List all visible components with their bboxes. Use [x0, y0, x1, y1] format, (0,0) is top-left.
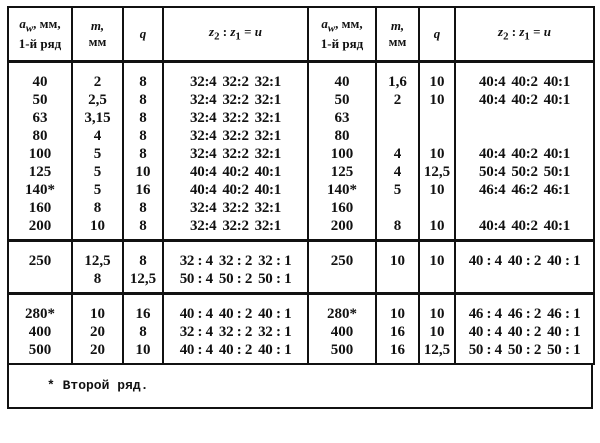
cell-q-right [419, 199, 455, 217]
ratio-value: 40 : 4 [179, 306, 213, 322]
ratio-value: 50 : 4 [468, 342, 502, 358]
cell-m-left: 5 [72, 181, 123, 199]
cell-m-left: 20 [72, 323, 123, 341]
cell-ratio-right [455, 199, 594, 217]
ratio-value: 40 : 1 [547, 253, 581, 269]
cell-m-right: 2 [376, 91, 419, 109]
cell-m-left: 10 [72, 294, 123, 324]
ratio-value: 46 : 2 [507, 306, 542, 322]
cell-m-right: 10 [376, 294, 419, 324]
cell-aw-right: 160 [308, 199, 376, 217]
ratio-value: 32 : 4 [179, 324, 213, 340]
ratio-value: 40 : 1 [258, 306, 292, 322]
cell-aw-right: 400 [308, 323, 376, 341]
header-m-right: m, мм [376, 7, 419, 62]
cell-q-right: 12,5 [419, 341, 455, 364]
cell-aw-left: 40 [8, 62, 72, 92]
ratio-value: 32:4 [190, 92, 217, 108]
table-row [8, 323, 594, 341]
ratio-value: 40 : 1 [547, 324, 581, 340]
ratio-value: 40 : 4 [179, 342, 213, 358]
cell-aw-right: 40 [308, 62, 376, 92]
cell-ratio-right [455, 62, 594, 92]
cell-aw-right: 80 [308, 127, 376, 145]
ratio-value: 32:1 [254, 74, 281, 90]
cell-m-left: 8 [72, 199, 123, 217]
ratio-value: 32:2 [222, 218, 249, 234]
cell-ratio-right [455, 145, 594, 163]
table-group-2 [8, 241, 594, 294]
cell-m-right [376, 109, 419, 127]
table-row [8, 217, 594, 241]
cell-aw-right: 100 [308, 145, 376, 163]
cell-m-right [376, 199, 419, 217]
table-group-1 [8, 62, 594, 241]
cell-ratio-right [455, 294, 594, 324]
table-row [8, 163, 594, 181]
cell-ratio-left [163, 181, 308, 199]
ratio-value: 40:1 [543, 146, 570, 162]
ratio-value: 32 : 2 [218, 253, 253, 269]
footnote: * Второй ряд. [47, 378, 149, 393]
ratio-value: 32:1 [254, 110, 281, 126]
ratio-value: 50:4 [479, 164, 506, 180]
table-row [8, 241, 594, 271]
cell-q-left: 8 [123, 199, 163, 217]
cell-m-right: 4 [376, 145, 419, 163]
ratio-value: 40:2 [511, 92, 538, 108]
header-m-left: m, мм [72, 7, 123, 62]
ratio-value: 40 : 2 [218, 306, 253, 322]
ratio-value: 40:2 [222, 182, 249, 198]
cell-aw-right: 500 [308, 341, 376, 364]
ratio-value: 40 : 2 [507, 324, 542, 340]
cell-ratio-right [455, 217, 594, 241]
cell-m-right [376, 127, 419, 145]
cell-aw-left: 50 [8, 91, 72, 109]
ratio-value: 50:1 [543, 164, 570, 180]
ratio-value: 40:4 [190, 164, 217, 180]
ratio-value: 32:1 [254, 218, 281, 234]
cell-aw-left: 250 [8, 241, 72, 271]
cell-ratio-right [455, 341, 594, 364]
cell-aw-left: 125 [8, 163, 72, 181]
ratio-value: 40 : 2 [218, 342, 253, 358]
ratio-value: 40:2 [511, 218, 538, 234]
cell-q-right: 10 [419, 62, 455, 92]
ratio-value: 32:2 [222, 146, 249, 162]
ratio-value: 40:2 [511, 74, 538, 90]
ratio-value: 32:4 [190, 128, 217, 144]
ratio-value: 46 : 4 [468, 306, 502, 322]
ratio-value: 40:1 [543, 218, 570, 234]
cell-m-left: 8 [72, 270, 123, 294]
table-row [8, 181, 594, 199]
ratio-value: 32:1 [254, 146, 281, 162]
cell-q-right: 10 [419, 91, 455, 109]
cell-m-left: 10 [72, 217, 123, 241]
ratio-value: 32:4 [190, 200, 217, 216]
ratio-value: 32 : 2 [218, 324, 253, 340]
cell-m-left: 2,5 [72, 91, 123, 109]
ratio-value: 46:2 [511, 182, 538, 198]
ratio-value: 40:1 [543, 74, 570, 90]
cell-ratio-left [163, 109, 308, 127]
cell-ratio-right [455, 270, 594, 294]
cell-m-left: 5 [72, 163, 123, 181]
cell-aw-left: 100 [8, 145, 72, 163]
cell-ratio-left [163, 323, 308, 341]
ratio-value: 32:2 [222, 110, 249, 126]
cell-q-right: 10 [419, 145, 455, 163]
table-row [8, 62, 594, 92]
cell-q-left: 8 [123, 127, 163, 145]
gear-parameters-table [7, 6, 595, 365]
cell-ratio-right [455, 323, 594, 341]
header-aw-left: $a_w$, мм, 1-й ряд [8, 7, 72, 62]
cell-ratio-right [455, 241, 594, 271]
ratio-value: 40:1 [543, 92, 570, 108]
ratio-value: 32:1 [254, 92, 281, 108]
cell-m-right: 16 [376, 341, 419, 364]
cell-q-left: 16 [123, 294, 163, 324]
header-q-right: q [419, 7, 455, 62]
cell-q-right: 10 [419, 181, 455, 199]
ratio-value: 40:4 [479, 218, 506, 234]
cell-m-left: 12,5 [72, 241, 123, 271]
cell-ratio-right [455, 109, 594, 127]
cell-aw-left [8, 270, 72, 294]
cell-ratio-left [163, 145, 308, 163]
table-group-3 [8, 294, 594, 365]
cell-q-right [419, 109, 455, 127]
ratio-value: 32 : 4 [179, 253, 213, 269]
cell-m-right: 10 [376, 241, 419, 271]
ratio-value: 40:1 [254, 164, 281, 180]
ratio-value: 40:1 [254, 182, 281, 198]
ratio-value: 32:2 [222, 200, 249, 216]
ratio-value: 50 : 2 [218, 271, 253, 287]
cell-aw-left: 500 [8, 341, 72, 364]
cell-ratio-right [455, 91, 594, 109]
ratio-value: 40:2 [511, 146, 538, 162]
ratio-value: 32:4 [190, 74, 217, 90]
ratio-value: 46:1 [543, 182, 570, 198]
cell-q-left: 8 [123, 109, 163, 127]
table-row [8, 270, 594, 294]
cell-ratio-left [163, 270, 308, 294]
ratio-value: 50 : 1 [547, 342, 581, 358]
cell-q-left: 10 [123, 163, 163, 181]
cell-aw-right: 140* [308, 181, 376, 199]
cell-ratio-left [163, 341, 308, 364]
cell-q-right [419, 127, 455, 145]
cell-ratio-left [163, 217, 308, 241]
cell-q-left: 8 [123, 91, 163, 109]
cell-ratio-left [163, 241, 308, 271]
ratio-value: 50:2 [511, 164, 538, 180]
cell-q-right: 10 [419, 323, 455, 341]
cell-ratio-left [163, 91, 308, 109]
cell-m-left: 4 [72, 127, 123, 145]
ratio-value: 46 : 1 [547, 306, 581, 322]
cell-q-right: 10 [419, 294, 455, 324]
cell-ratio-right [455, 127, 594, 145]
table-row [8, 127, 594, 145]
header-q-left: q [123, 7, 163, 62]
ratio-value: 32:4 [190, 110, 217, 126]
cell-m-right: 4 [376, 163, 419, 181]
cell-aw-left: 63 [8, 109, 72, 127]
cell-q-left: 12,5 [123, 270, 163, 294]
cell-q-right: 10 [419, 217, 455, 241]
table-row [8, 199, 594, 217]
cell-q-left: 8 [123, 241, 163, 271]
cell-q-left: 10 [123, 341, 163, 364]
cell-m-right: 8 [376, 217, 419, 241]
header-row [8, 7, 594, 62]
cell-q-left: 16 [123, 181, 163, 199]
cell-aw-right: 250 [308, 241, 376, 271]
ratio-value: 32:1 [254, 128, 281, 144]
table-row [8, 91, 594, 109]
table-row [8, 294, 594, 324]
table-row [8, 341, 594, 364]
cell-aw-left: 280* [8, 294, 72, 324]
cell-aw-right: 280* [308, 294, 376, 324]
cell-q-left: 8 [123, 145, 163, 163]
cell-aw-right: 63 [308, 109, 376, 127]
cell-ratio-left [163, 127, 308, 145]
ratio-value: 32 : 1 [258, 253, 292, 269]
cell-m-right: 5 [376, 181, 419, 199]
ratio-value: 40 : 4 [468, 253, 502, 269]
table-row [8, 109, 594, 127]
cell-ratio-left [163, 294, 308, 324]
ratio-value: 40:4 [479, 74, 506, 90]
cell-m-right: 1,6 [376, 62, 419, 92]
cell-aw-left: 140* [8, 181, 72, 199]
cell-m-right: 16 [376, 323, 419, 341]
cell-q-left: 8 [123, 62, 163, 92]
cell-aw-left: 200 [8, 217, 72, 241]
ratio-value: 40:4 [479, 146, 506, 162]
header-aw-right: $a_w$, мм, 1-й ряд [308, 7, 376, 62]
ratio-value: 40:4 [190, 182, 217, 198]
ratio-value: 40 : 1 [258, 342, 292, 358]
ratio-value: 50 : 1 [258, 271, 292, 287]
ratio-value: 32:2 [222, 128, 249, 144]
cell-aw-right: 200 [308, 217, 376, 241]
ratio-value: 32:4 [190, 218, 217, 234]
cell-ratio-left [163, 199, 308, 217]
cell-ratio-right [455, 163, 594, 181]
ratio-value: 40:4 [479, 92, 506, 108]
ratio-value: 32:4 [190, 146, 217, 162]
cell-aw-right: 125 [308, 163, 376, 181]
cell-aw-right: 50 [308, 91, 376, 109]
cell-m-left: 20 [72, 341, 123, 364]
cell-q-right: 12,5 [419, 163, 455, 181]
ratio-value: 46:4 [479, 182, 506, 198]
cell-q-left: 8 [123, 323, 163, 341]
ratio-value: 40 : 4 [468, 324, 502, 340]
ratio-value: 32:1 [254, 200, 281, 216]
ratio-value: 32:2 [222, 74, 249, 90]
ratio-value: 50 : 2 [507, 342, 542, 358]
ratio-value: 32 : 1 [258, 324, 292, 340]
cell-m-right [376, 270, 419, 294]
header-ratio-right: $z_2$ : $z_1 = u$ [455, 7, 594, 62]
footnote-area [7, 365, 593, 409]
cell-q-left: 8 [123, 217, 163, 241]
cell-m-left: 5 [72, 145, 123, 163]
gear-parameters-table-container [7, 6, 593, 409]
cell-aw-left: 160 [8, 199, 72, 217]
cell-q-right: 10 [419, 241, 455, 271]
cell-ratio-left [163, 163, 308, 181]
cell-q-right [419, 270, 455, 294]
table-row [8, 145, 594, 163]
cell-m-left: 3,15 [72, 109, 123, 127]
ratio-value: 40:2 [222, 164, 249, 180]
cell-aw-left: 400 [8, 323, 72, 341]
cell-m-left: 2 [72, 62, 123, 92]
cell-aw-right [308, 270, 376, 294]
ratio-value: 50 : 4 [179, 271, 213, 287]
cell-ratio-right [455, 181, 594, 199]
cell-ratio-left [163, 62, 308, 92]
ratio-value: 32:2 [222, 92, 249, 108]
cell-aw-left: 80 [8, 127, 72, 145]
ratio-value: 40 : 2 [507, 253, 542, 269]
header-ratio-left: $z_2$ : $z_1 = u$ [163, 7, 308, 62]
